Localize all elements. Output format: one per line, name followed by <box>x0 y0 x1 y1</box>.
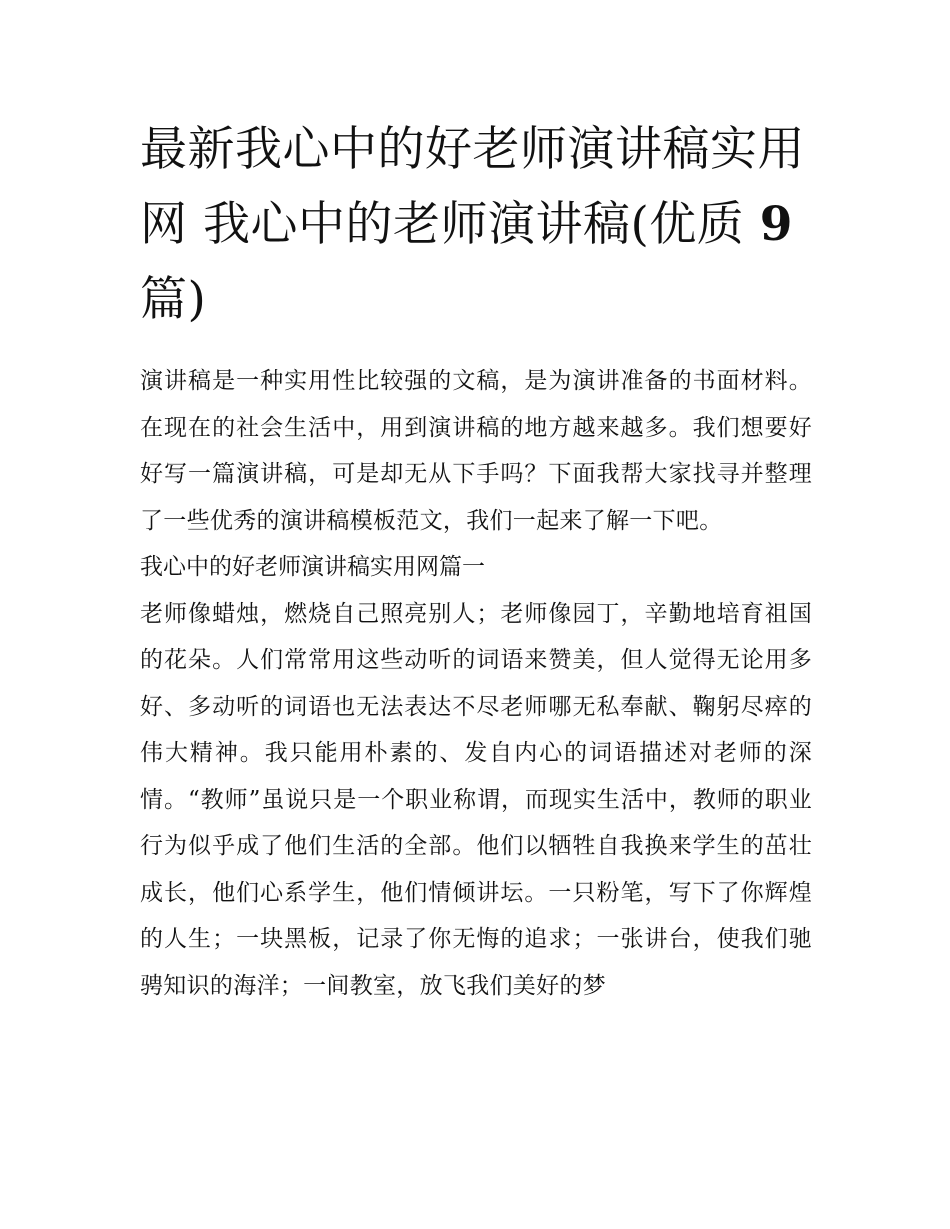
document-page <box>140 112 812 1009</box>
title-text-part2: 篇) <box>140 272 207 327</box>
section-heading: 我心中的好老师演讲稿实用网篇一 <box>140 554 485 580</box>
section-body-paragraph: 老师像蜡烛，燃烧自己照亮别人；老师像园丁，辛勤地培育祖国的花朵。人们常常用这些动听的词语来赞美，但人觉得无论用多好、多动听的词语也无法表达不尽老师哪无私奉献、鞠躬尽瘁的伟大精神。我只能用朴素的、发自内心的词语描述对老师的深情。“教师”虽说只是一个职业称谓，而现实生活中，教师的职业行为似乎成了他们生活的全部。他们以牺牲自我换来学生的茁壮成长，他们心系学生，他们情倾讲坛。一只粉笔，写下了你辉煌的人生；一块黑板，记录了你无悔的追求；一张讲台，使我们驰骋知识的海洋；一间教室，放飞我们美好的梦 <box>140 600 812 999</box>
intro-paragraph: 演讲稿是一种实用性比较强的文稿，是为演讲准备的书面材料。在现在的社会生活中，用到演讲稿的地方越来越多。我们想要好好写一篇演讲稿，可是却无从下手吗？下面我帮大家找寻并整理了一些优秀的演讲稿模板范文，我们一起来了解一下吧。 <box>140 368 812 534</box>
title-number: 9 <box>759 197 793 252</box>
document-title <box>140 112 812 337</box>
title-text-part1: 最新我心中的好老师演讲稿实用网 我心中的老师演讲稿(优质 <box>140 122 805 252</box>
